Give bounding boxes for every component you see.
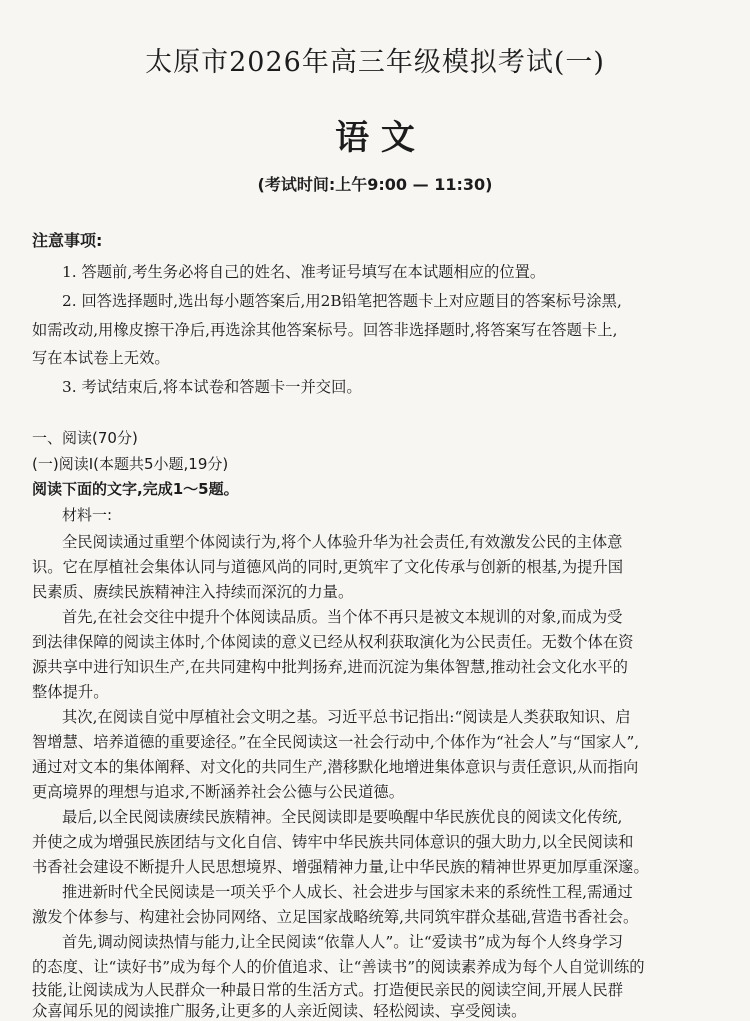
material-label: 材料一:	[62, 506, 113, 524]
passage-line: 识。它在厚植社会集体认同与道德风尚的同时,更筑牢了文化传承与创新的根基,为提升国	[32, 558, 624, 576]
passage-line: 首先,调动阅读热情与能力,让全民阅读“依靠人人”。让“爱读书”成为每个人终身学习	[62, 933, 624, 951]
passage-line: 的态度、让“读好书”成为每个人的价值追求、让“善读书”的阅读素养成为每个人自觉训练的	[32, 958, 645, 976]
passage-line: 整体提升。	[32, 683, 109, 701]
passage-line: 民素质、赓续民族精神注入持续而深沉的力量。	[32, 583, 354, 601]
passage-line: 激发个体参与、构建社会协同网络、立足国家战略统筹,共同筑牢群众基础,营造书香社会。	[32, 908, 639, 926]
section-title: 一、阅读(70分)	[32, 429, 138, 447]
passage-line: 智增慧、培养道德的重要途径。”在全民阅读这一社会行动中,个体作为“社会人”与“国家人”,	[32, 733, 640, 751]
exam-time: (考试时间:上午9:00 — 11:30)	[257, 175, 493, 194]
passage-line: 推进新时代全民阅读是一项关乎个人成长、社会进步与国家未来的系统性工程,需通过	[62, 883, 633, 901]
instruction: 阅读下面的文字,完成1～5题。	[32, 480, 239, 498]
notes-line: 3. 考试结束后,将本试卷和答题卡一并交回。	[62, 378, 362, 396]
passage-line: 技能,让阅读成为人民群众一种最日常的生活方式。打造便民亲民的阅读空间,开展人民群	[32, 981, 624, 999]
passage-line: 首先,在社会交往中提升个体阅读品质。当个体不再只是被文本规训的对象,而成为受	[62, 608, 623, 626]
passage-line: 众喜闻乐见的阅读推广服务,让更多的人亲近阅读、轻松阅读、享受阅读。	[32, 1002, 527, 1020]
notes-line: 2. 回答选择题时,选出每小题答案后,用2B铅笔把答题卡上对应题目的答案标号涂黑,	[62, 292, 622, 310]
subject-title: 语 文	[335, 118, 415, 158]
passage-line: 源共享中进行知识生产,在共同建构中批判扬弃,进而沉淀为集体智慧,推动社会文化水平的	[32, 658, 628, 676]
passage-line: 更高境界的理想与追求,不断涵养社会公德与公民道德。	[32, 783, 404, 801]
exam-title: 太原市2026年高三年级模拟考试(一)	[145, 47, 605, 78]
notes-line: 写在本试卷上无效。	[32, 349, 170, 367]
passage-line: 并使之成为增强民族团结与文化自信、铸牢中华民族共同体意识的强大助力,以全民阅读和	[32, 833, 634, 851]
passage-line: 通过对文本的集体阐释、对文化的共同生产,潜移默化地增进集体意识与责任意识,从而指向	[32, 758, 639, 776]
notes-heading: 注意事项:	[32, 231, 103, 250]
passage-line: 到法律保障的阅读主体时,个体阅读的意义已经从权利获取演化为公民责任。无数个体在资	[32, 633, 634, 651]
passage-line: 其次,在阅读自觉中厚植社会文明之基。习近平总书记指出:“阅读是人类获取知识、启	[62, 708, 631, 726]
notes-line: 1. 答题前,考生务必将自己的姓名、准考证号填写在本试题相应的位置。	[62, 263, 546, 281]
passage-line: 最后,以全民阅读赓续民族精神。全民阅读即是要唤醒中华民族优良的阅读文化传统,	[62, 808, 623, 826]
passage-line: 书香社会建设不断提升人民思想境界、增强精神力量,让中华民族的精神世界更加厚重深邃。	[32, 858, 649, 876]
subsection-title: (一)阅读Ⅰ(本题共5小题,19分)	[32, 455, 229, 473]
passage-line: 全民阅读通过重塑个体阅读行为,将个人体验升华为社会责任,有效激发公民的主体意	[62, 533, 623, 551]
notes-line: 如需改动,用橡皮擦干净后,再选涂其他答案标号。回答非选择题时,将答案写在答题卡上,	[32, 321, 618, 339]
